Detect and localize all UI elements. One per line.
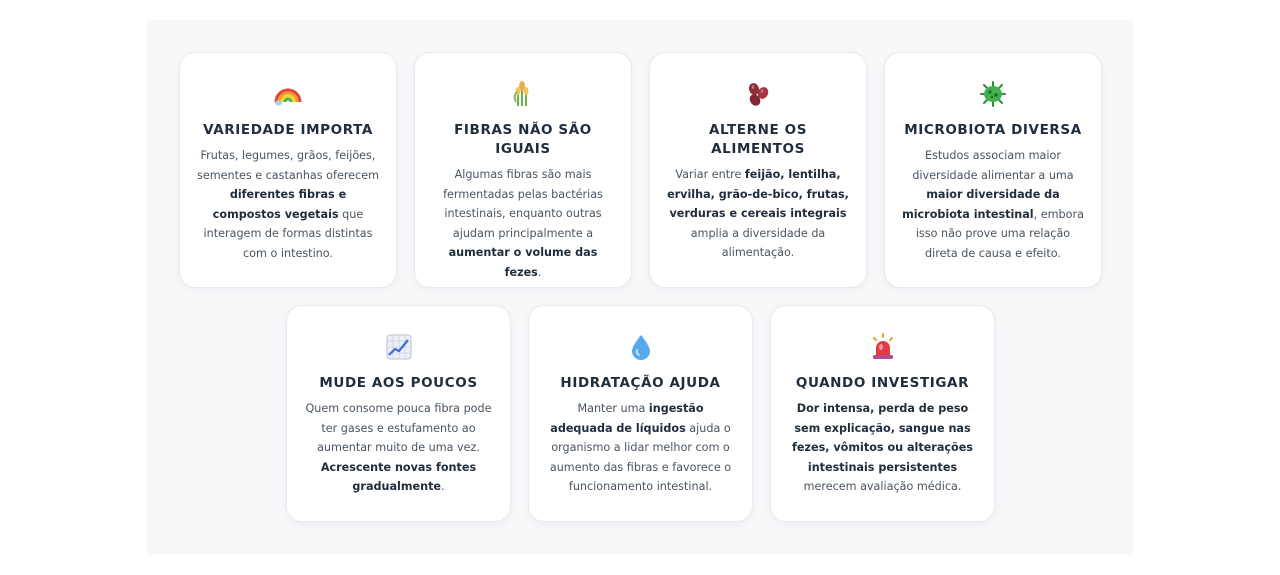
droplet-icon xyxy=(545,331,736,361)
tip-card-gradual xyxy=(286,305,511,522)
tip-card-hydration xyxy=(528,305,753,522)
tip-body: Frutas, legumes, grãos, feijões, sementes e castanhas oferecem diferentes fibras e compostos vegetais que interagem de formas distintas com o intestino. xyxy=(196,149,379,260)
tip-body: Estudos associam maior diversidade alimentar a uma maior diversidade da microbiota intestinal, embora isso não prove uma relação direta de causa e efeito. xyxy=(902,149,1084,260)
tip-title: VARIEDADE IMPORTA xyxy=(203,122,373,138)
siren-icon xyxy=(787,331,978,361)
tip-body: Variar entre feijão, lentilha, ervilha, grão-de-bico, frutas, verduras e cereais integrais amplia a diversidade da alimentação. xyxy=(667,168,849,260)
tip-title: ALTERNE OS ALIMENTOS xyxy=(708,122,808,157)
tip-card-microbiota xyxy=(884,52,1102,288)
tip-card-variety xyxy=(179,52,397,288)
rainbow-icon xyxy=(196,78,380,108)
tip-body: Manter uma ingestão adequada de líquidos ajuda o organismo a lidar melhor com o aumento das fibras e favorece o funcionamento intestinal. xyxy=(549,402,732,494)
tips-section xyxy=(146,20,1134,555)
tip-title: HIDRATAÇÃO AJUDA xyxy=(560,375,721,391)
tip-body: Quem consome pouca fibra pode ter gases e estufamento ao aumentar muito de uma vez. Acrescente novas fontes gradualmente. xyxy=(305,402,492,494)
beans-icon xyxy=(666,78,850,108)
tip-title: FIBRAS NÃO SÃO IGUAIS xyxy=(454,122,592,157)
tip-card-alternate xyxy=(649,52,867,288)
tip-title: QUANDO INVESTIGAR xyxy=(795,375,970,391)
tip-body: Dor intensa, perda de peso sem explicação, sangue nas fezes, vômitos ou alterações intestinais persistentes merecem avaliação médica. xyxy=(792,402,973,494)
tip-title: MUDE AOS POUCOS xyxy=(319,375,478,391)
tip-card-fibers xyxy=(414,52,632,288)
tip-body: Algumas fibras são mais fermentadas pelas bactérias intestinais, enquanto outras ajudam principalmente a aumentar o volume das fezes. xyxy=(443,168,603,279)
tip-title: MICROBIOTA DIVERSA xyxy=(904,122,1082,138)
microbe-icon xyxy=(901,78,1085,108)
tip-card-investigate xyxy=(770,305,995,522)
chart-increasing-icon xyxy=(303,331,494,361)
grain-icon xyxy=(431,78,615,108)
